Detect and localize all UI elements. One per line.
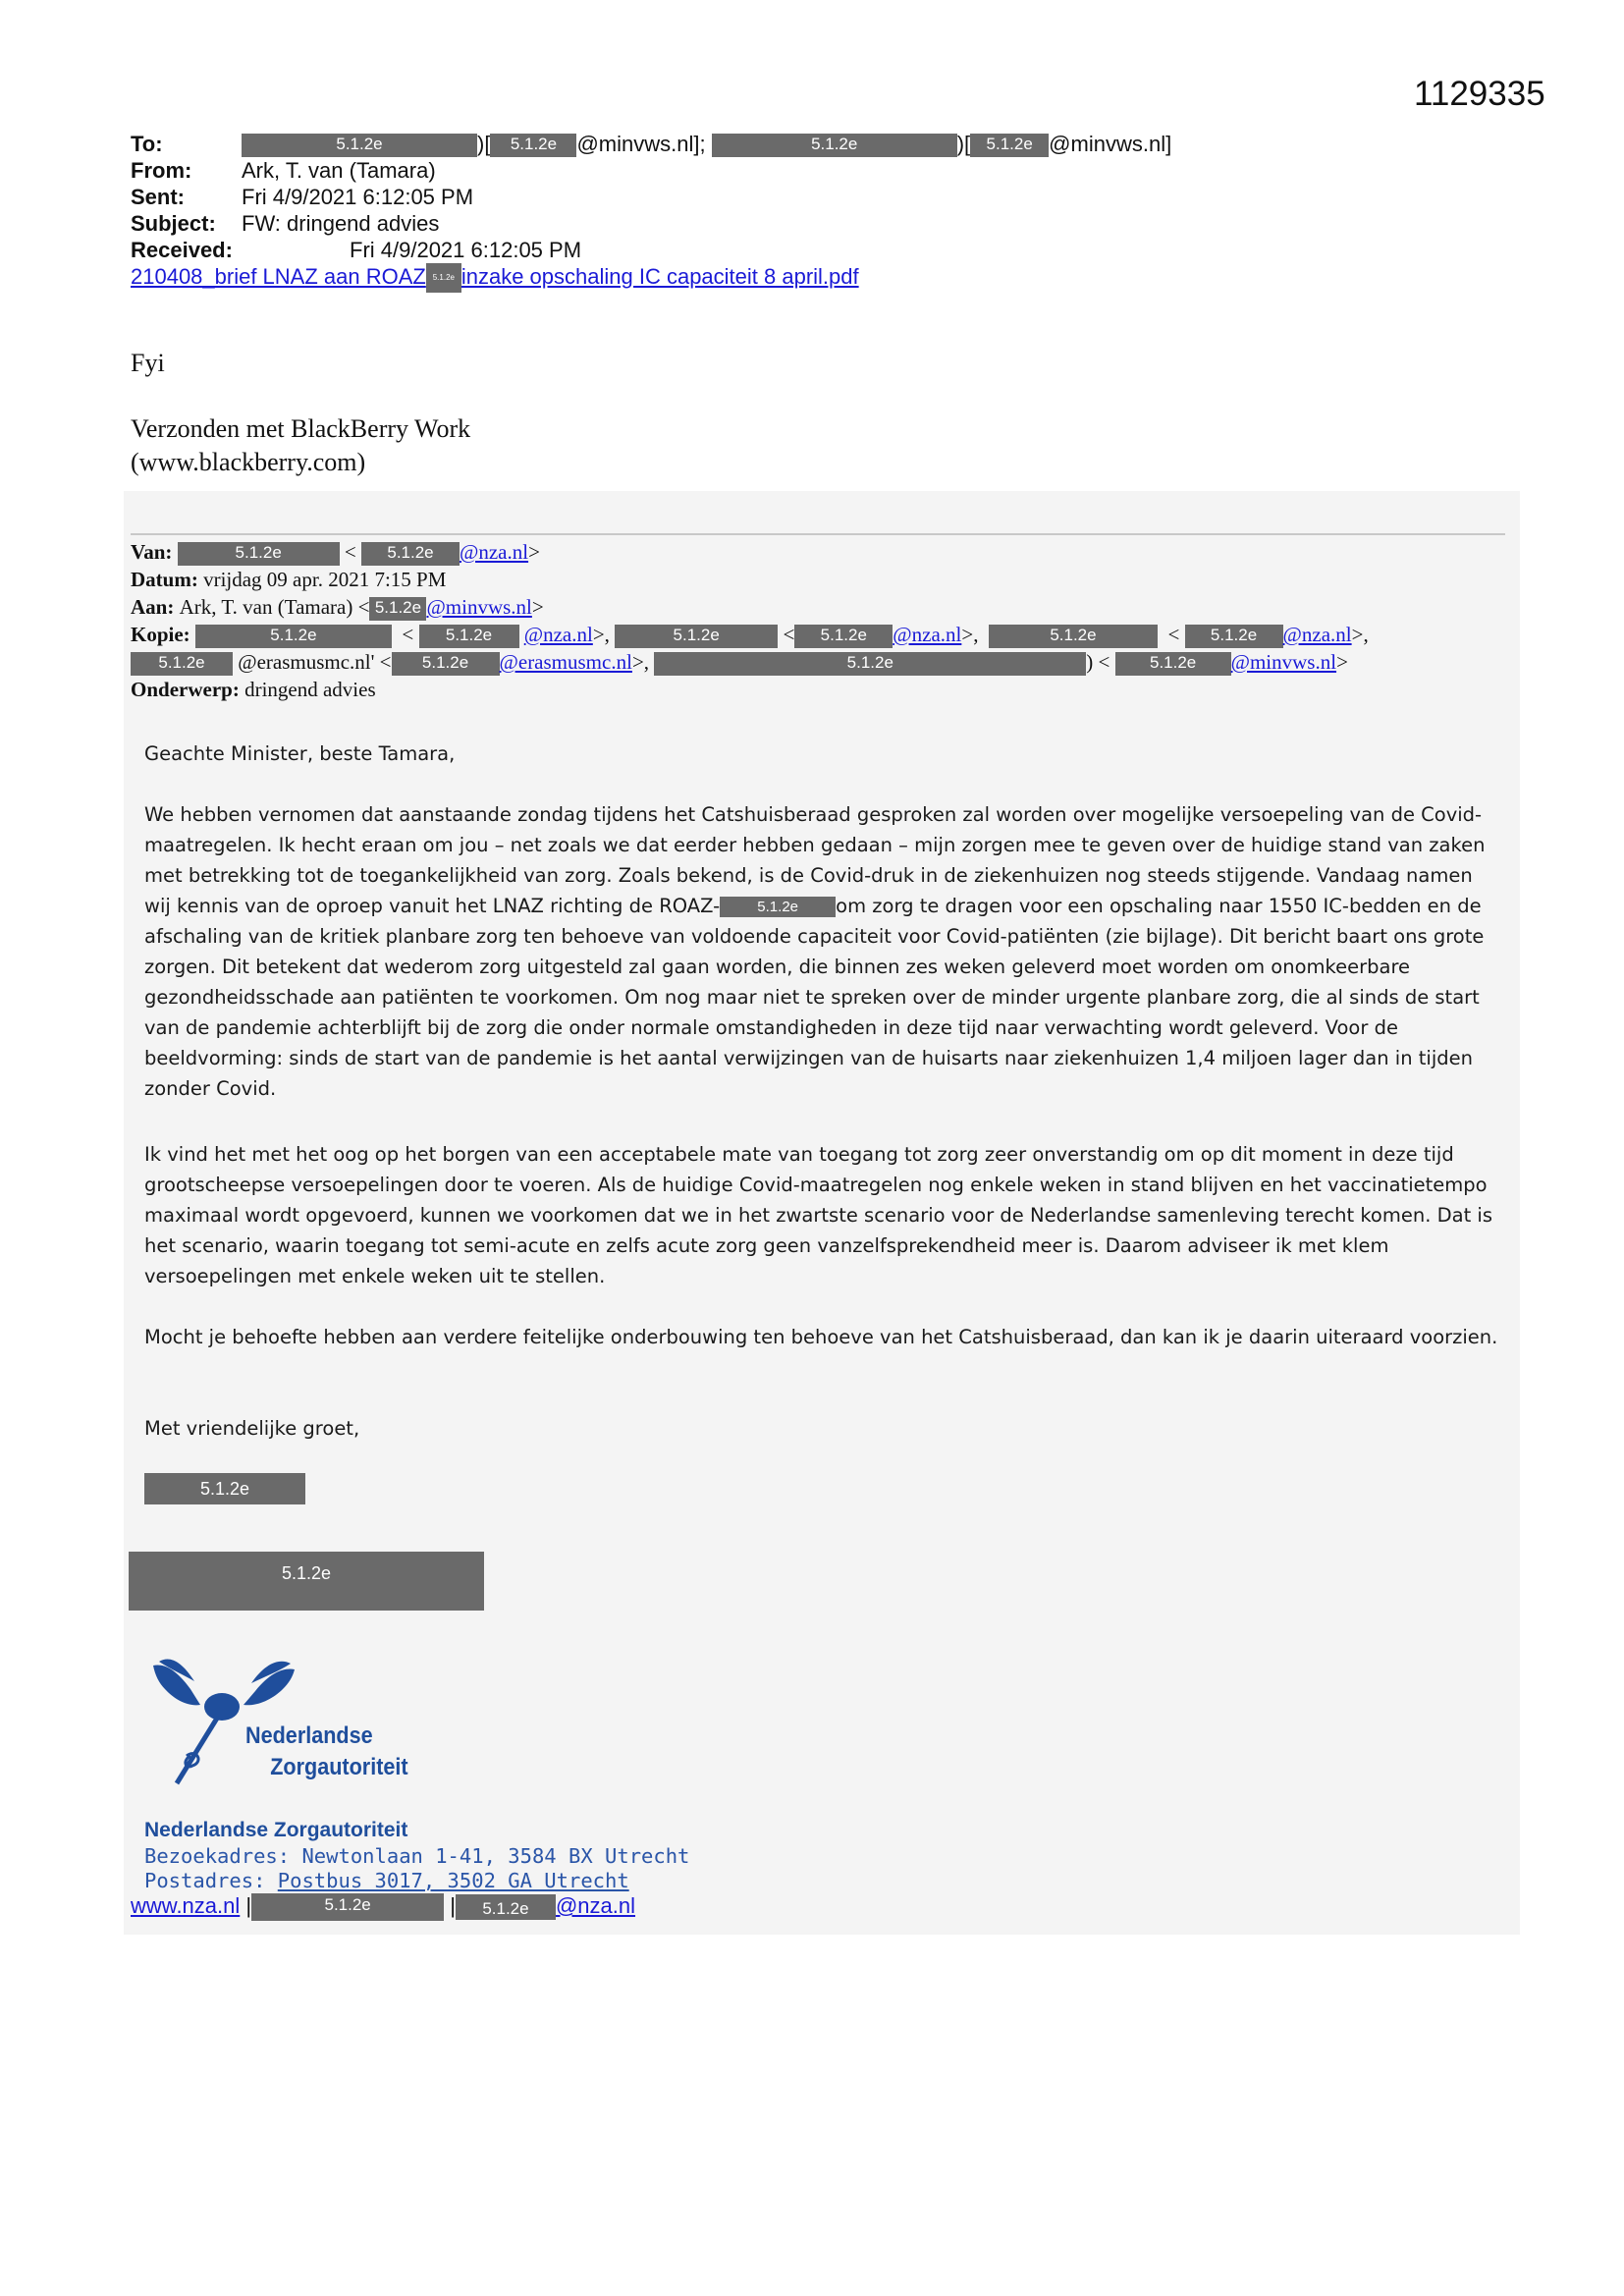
aan-label: Aan: (131, 595, 175, 619)
from-value: Ark, T. van (Tamara) (242, 158, 436, 183)
erasmus-sep: >, (631, 650, 650, 674)
kopie-row-1 (131, 623, 1369, 648)
closing: Met vriendelijke groet, (144, 1417, 360, 1440)
to-text-1: )[ (477, 132, 491, 156)
sent-row (131, 185, 473, 210)
received-value: Fri 4/9/2021 6:12:05 PM (350, 238, 582, 262)
onderwerp-label: Onderwerp: (131, 678, 240, 701)
postal-address (144, 1869, 629, 1892)
kopie-email-link-2[interactable]: @nza.nl (893, 623, 962, 646)
logo-line-1: Nederlandse (245, 1722, 373, 1749)
paragraph-1-start: We hebben vernomen dat aanstaande zondag tijdens het Catshuisberaad gesproken zal worden over mogelijke versoepeling van de Covid-maatregelen. Ik hecht eraan om jou – net zoals we dat eerder hebben gedaan – mijn zorgen mee te geven over de huidige stand van zaken met betrekking tot de toegankelijkheid van zorg. Zoals bekend, is de Covid-druk in de ziekenhuizen nog steeds stijgende. Vandaag namen wij kennis van de oproep vanuit het LNAZ richting de ROAZ- (144, 803, 1486, 917)
kopie-label: Kopie: (131, 623, 190, 646)
redaction-block: 5.1.2e (369, 597, 426, 621)
to-text-4: @minvws.nl] (1049, 132, 1172, 156)
van-email-link[interactable]: @nza.nl (460, 540, 529, 564)
subject-label: Subject: (131, 211, 216, 236)
redaction-block: 5.1.2e (794, 625, 893, 648)
onderwerp-value: dringend advies (244, 678, 376, 701)
onderwerp-row (131, 678, 376, 702)
minvws-gt: > (1336, 650, 1348, 674)
attachment-link[interactable] (131, 263, 859, 293)
redaction-block: 5.1.2e (392, 652, 500, 676)
redaction-block: 5.1.2e (456, 1894, 556, 1920)
datum-row (131, 568, 446, 592)
minvws-email-link[interactable]: @minvws.nl (1230, 650, 1337, 674)
received-label: Received: (131, 238, 233, 262)
aan-gt: > (531, 595, 544, 619)
nza-email-link[interactable]: @nza.nl (555, 1893, 636, 1918)
to-text-3: )[ (956, 132, 971, 156)
aan-value: Ark, T. van (Tamara) < (179, 595, 370, 619)
received-row (131, 238, 581, 263)
paragraph-3: Mocht je behoefte hebben aan verdere feitelijke onderbouwing ten behoeve van het Catshuisberaad, dan kan ik je daarin uiteraard voorzien. (144, 1326, 1498, 1348)
sent-value: Fri 4/9/2021 6:12:05 PM (242, 185, 474, 209)
datum-label: Datum: (131, 568, 198, 591)
redaction-block: 5.1.2e (712, 134, 957, 157)
aan-row (131, 595, 544, 621)
redaction-block: 5.1.2e (361, 542, 460, 566)
redaction-block: 5.1.2e (490, 134, 576, 157)
erasmus-text: @erasmusmc.nl' < (238, 650, 392, 674)
kopie-row-2 (131, 650, 1348, 676)
attachment-name-start[interactable]: 210408_brief LNAZ aan ROAZ (131, 263, 426, 289)
redaction-block: 5.1.2e (654, 652, 1086, 676)
erasmus-email-link[interactable]: @erasmusmc.nl (499, 650, 632, 674)
redaction-block: 5.1.2e (720, 897, 836, 917)
from-label: From: (131, 158, 192, 183)
redaction-block-title: 5.1.2e (129, 1552, 484, 1611)
redaction-block: 5.1.2e (970, 134, 1049, 157)
subject-row (131, 211, 439, 237)
org-name: Nederlandse Zorgautoriteit (144, 1819, 408, 1841)
paragraph-2: Ik vind het met het oog op het borgen van een acceptabele mate van toegang tot zorg zeer onverstandig om op dit moment in deze tijd grootscheepse versoepelingen door te voeren. Als de huidige Covid-maatregelen nog enkele weken in stand blijven en het vaccinatietempo maximaal wordt opgevoerd, kunnen we voorkomen dat we in het zwartste scenario voor de Nederlandse samenleving terecht komen. Dat is het scenario, waarin toegang tot semi-acute en zelfs acute zorg geen vanzelfsprekendheid meer is. Daarom adviseer ik met klem versoepelingen met enkele weken uit te stellen. (144, 1143, 1492, 1287)
redaction-block: 5.1.2e (195, 625, 392, 648)
redaction-block: 5.1.2e (242, 134, 477, 157)
redaction-block: 5.1.2e (419, 625, 519, 648)
postal-value: Postbus 3017, 3502 GA Utrecht (277, 1869, 629, 1892)
redaction-block: 5.1.2e (251, 1893, 444, 1921)
separator: | (450, 1893, 456, 1918)
paragraph-1-end: om zorg te dragen voor een opschaling naar 1550 IC-bedden en de afschaling van de kritiek planbare zorg ten behoeve van voldoende capaciteit voor Covid-patiënten (zie bijlage). Dit bericht baart ons grote zorgen. Dit betekent dat wederom zorg uitgesteld zal gaan worden, die binnen zes weken geleverd moet worden om onomkeerbare gezondheidsschade aan patiënten te voorkomen. Om nog maar niet te spreken over de minder urgente planbare zorg, die al sinds de start van de pandemie achterblijft bij de zorg die onder normale omstandigheden in deze tijd naar verwachting wordt geleverd. Voor de beeldvorming: sinds de start van de pandemie is het aantal verwijzingen van de huisarts naar ziekenhuizen 1,4 miljoen lager dan in tijden zonder Covid. (144, 895, 1485, 1100)
visit-value: Newtonlaan 1-41, 3584 BX Utrecht (301, 1844, 690, 1868)
greeting: Geachte Minister, beste Tamara, (144, 742, 456, 765)
kopie-email-link-3[interactable]: @nza.nl (1282, 623, 1352, 646)
redaction-block: 5.1.2e (989, 625, 1158, 648)
logo-line-2: Zorgautoriteit (270, 1754, 408, 1780)
kopie-email-link-1[interactable]: @nza.nl (523, 623, 593, 646)
kopie-sep-2: >, (961, 623, 979, 646)
attachment-name-end[interactable]: inzake opschaling IC capaciteit 8 april.pdf (460, 263, 859, 289)
to-text-2: @minvws.nl]; (576, 132, 706, 156)
redaction-block: 5.1.2e (178, 542, 340, 566)
to-label: To: (131, 132, 163, 156)
lt-sign: < (402, 623, 414, 646)
datum-value: vrijdag 09 apr. 2021 7:15 PM (203, 568, 447, 591)
blackberry-line-1: Verzonden met BlackBerry Work (131, 414, 471, 443)
kopie-sep-3: >, (1351, 623, 1369, 646)
kopie-sep-1: >, (592, 623, 610, 646)
van-label: Van: (131, 540, 173, 564)
sent-label: Sent: (131, 185, 185, 209)
contact-row (131, 1893, 635, 1921)
redaction-block-signer: 5.1.2e (144, 1473, 305, 1504)
van-row (131, 540, 540, 566)
postal-label: Postadres: (144, 1869, 266, 1892)
document-number: 1129335 (1414, 75, 1545, 113)
subject-value: FW: dringend advies (242, 211, 440, 236)
van-lt: < (344, 540, 356, 564)
separator: | (245, 1893, 252, 1918)
redaction-block: 5.1.2e (131, 652, 233, 676)
to-row (131, 132, 1171, 157)
blackberry-line-2: (www.blackberry.com) (131, 448, 366, 476)
aan-email-link[interactable]: @minvws.nl (426, 595, 532, 619)
redaction-block: 5.1.2e (426, 263, 461, 293)
redaction-block: 5.1.2e (1115, 652, 1231, 676)
lt-sign: < (783, 623, 795, 646)
divider (131, 533, 1505, 535)
lt-sign: < (1167, 623, 1180, 646)
paren-lt: ) < (1086, 650, 1110, 674)
fyi-text: Fyi (131, 349, 165, 377)
van-gt: > (528, 540, 540, 564)
redaction-block: 5.1.2e (1185, 625, 1283, 648)
visit-label: Bezoekadres: (144, 1844, 291, 1868)
visit-address (144, 1844, 689, 1868)
redaction-block: 5.1.2e (615, 625, 778, 648)
from-row (131, 158, 436, 184)
paragraph-1 (144, 799, 1499, 1104)
blackberry-note (131, 412, 470, 479)
nza-logo-text (245, 1721, 408, 1783)
website-link[interactable]: www.nza.nl (131, 1893, 241, 1918)
